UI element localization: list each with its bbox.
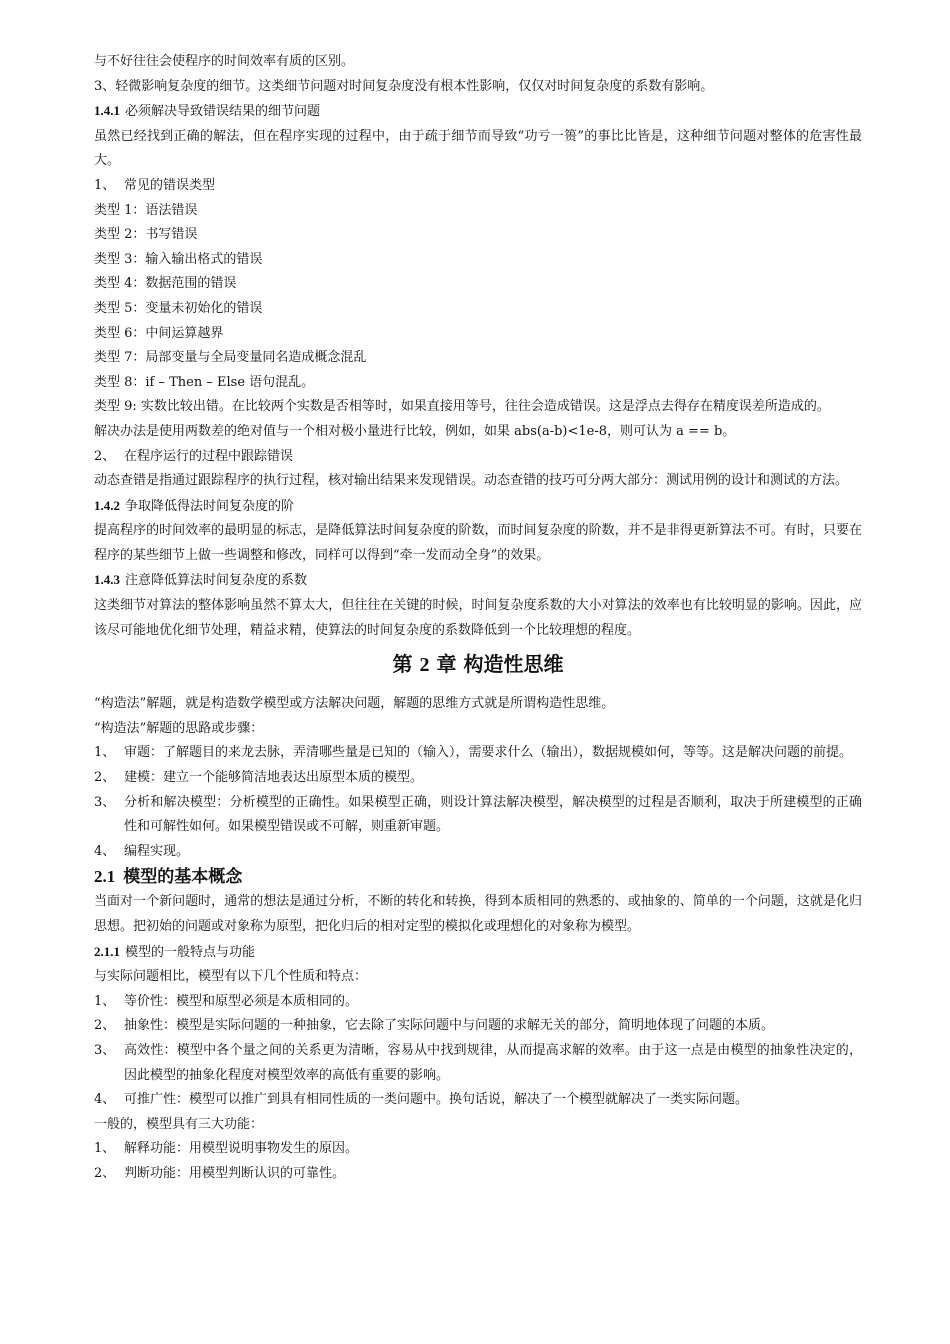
- function-item: [94, 1162, 862, 1187]
- item-number: 2、: [94, 1018, 116, 1034]
- paragraph: “构造法”解题的思路或步骤：: [94, 720, 264, 736]
- error-type-line: 类型 9: 实数比较出错。在比较两个实数是否相等时，如果直接用等号，往往会造成错误。这是浮点去得存在精度误差所造成的。: [94, 399, 830, 415]
- section-number: 1.4.3: [94, 572, 120, 588]
- step-item: [94, 741, 862, 766]
- error-type-line: 类型 8：if – Then – Else 语句混乱。: [94, 374, 315, 390]
- item-number: 1、: [94, 1141, 116, 1157]
- item-text: 审题：了解题目的来龙去脉，弄清哪些量是已知的（输入），需要求什么（输出），数据规模如何，等等。这是解决问题的前提。: [124, 745, 853, 761]
- chapter-number: 2: [419, 654, 430, 677]
- item-number: 1、: [94, 177, 116, 193]
- section-title: 争取降低得法时间复杂度的阶: [125, 498, 295, 514]
- section-heading-1-4-2: [94, 494, 862, 520]
- error-type-line: 类型 6：中间运算越界: [94, 325, 224, 341]
- paragraph: 提高程序的时间效率的最明显的标志，是降低算法时间复杂度的阶数，而时间复杂度的阶数，并不是非得更新算法不可。有时，只要在程序的某些细节上做一些调整和修改，同样可以得到“牵一发而动全身”的效果。: [94, 523, 862, 563]
- paragraph: 这类细节对算法的整体影响虽然不算太大，但往往在关键的时候，时间复杂度系数的大小对算法的效率也有比较明显的影响。因此，应该尽可能地优化细节处理，精益求精，使算法的时间复杂度的系数降低到一个比较理想的程度。: [94, 598, 862, 638]
- error-type-line: 类型 2：书写错误: [94, 227, 198, 243]
- item-number: 3、: [94, 794, 116, 810]
- section-heading-1-4-3: [94, 568, 862, 594]
- property-item: [94, 1088, 862, 1113]
- item-text: 判断功能：用模型判断认识的可靠性。: [124, 1165, 346, 1181]
- error-type-line: 类型 1：语法错误: [94, 202, 198, 218]
- paragraph: 当面对一个新问题时，通常的想法是通过分析，不断的转化和转换，得到本质相同的熟悉的、或抽象的、简单的一个问题，这就是化归思想。把初始的问题或对象称为原型，把化归后的相对定型的模拟化或理想化的对象称为模型。: [94, 894, 862, 934]
- paragraph: 与不好往往会使程序的时间效率有质的区别。: [94, 54, 355, 69]
- function-item: [94, 1137, 862, 1162]
- section-title: 模型的一般特点与功能: [125, 944, 256, 960]
- error-type-line: 类型 4：数据范围的错误: [94, 276, 237, 292]
- section-number: 1.4.1: [94, 103, 120, 119]
- paragraph: 动态查错是指通过跟踪程序的执行过程，核对输出结果来发现错误。动态查错的技巧可分两大部分：测试用例的设计和测试的方法。: [94, 473, 849, 489]
- item-text: 解释功能：用模型说明事物发生的原因。: [124, 1141, 359, 1157]
- paragraph: 与实际问题相比，模型有以下几个性质和特点：: [94, 969, 368, 985]
- paragraph: 3、轻微影响复杂度的细节。这类细节问题对时间复杂度没有根本性影响，仅仅对时间复杂度的系数有影响。: [94, 78, 714, 94]
- item-number: 3、: [94, 1042, 116, 1058]
- paragraph: 虽然已经找到正确的解法，但在程序实现的过程中，由于疏于细节而导致“功亏一篑”的事比比皆是，这种细节问题对整体的危害性最大。: [94, 128, 862, 169]
- item-number: 4、: [94, 843, 116, 859]
- item-text: 在程序运行的过程中跟踪错误: [124, 448, 294, 464]
- item-text: 分析和解决模型：分析模型的正确性。如果模型正确，则设计算法解决模型，解决模型的过程是否顺利，取决于所建模型的正确性和可解性如何。如果模型错误或不可解，则重新审题。: [124, 794, 862, 835]
- item-text: 可推广性：模型可以推广到具有相同性质的一类问题中。换句话说，解决了一个模型就解决了一类实际问题。: [124, 1092, 749, 1108]
- chapter-title: [94, 649, 862, 680]
- step-item: [94, 791, 862, 840]
- step-item: [94, 766, 862, 791]
- error-type-line: 类型 3：输入输出格式的错误: [94, 251, 263, 267]
- item-number: 2、: [94, 770, 116, 786]
- paragraph: 一般的，模型具有三大功能：: [94, 1116, 264, 1132]
- section-title: 模型的基本概念: [123, 867, 243, 888]
- item-number: 4、: [94, 1092, 116, 1108]
- step-item: [94, 840, 862, 865]
- solution-paragraph: 解决办法是使用两数差的绝对值与一个相对极小量进行比较，例如，如果 abs(a-b)<1e-8，则可认为 a == b。: [94, 423, 736, 439]
- section-number: 2.1.1: [94, 943, 120, 959]
- item-text: 编程实现。: [124, 843, 190, 859]
- property-item: [94, 1039, 862, 1088]
- section-heading-1-4-1: [94, 99, 862, 125]
- section-number: 2.1: [94, 867, 116, 887]
- section-title: 注意降低算法时间复杂度的系数: [125, 573, 308, 589]
- error-type-line: 类型 7：局部变量与全局变量同名造成概念混乱: [94, 350, 367, 366]
- section-heading-2-1-1: [94, 940, 862, 966]
- item-number: 2、: [94, 448, 116, 464]
- section-number: 1.4.2: [94, 497, 120, 513]
- item-text: 常见的错误类型: [124, 177, 216, 193]
- item-number: 1、: [94, 993, 116, 1009]
- document-page: [94, 50, 862, 1187]
- section-title: 必须解决导致错误结果的细节问题: [125, 104, 321, 120]
- chapter-prefix: 第: [392, 652, 413, 677]
- property-item: [94, 1014, 862, 1039]
- paragraph: “构造法”解题，就是构造数学模型或方法解决问题，解题的思维方式就是所谓构造性思维。: [94, 696, 615, 712]
- error-type-line: 类型 5：变量未初始化的错误: [94, 300, 263, 316]
- item-text: 抽象性：模型是实际问题的一种抽象，它去除了实际问题中与问题的求解无关的部分，简明地体现了问题的本质。: [124, 1018, 775, 1034]
- item-number: 1、: [94, 745, 116, 761]
- item-text: 高效性：模型中各个量之间的关系更为清晰，容易从中找到规律，从而提高求解的效率。由于这一点是由模型的抽象性决定的，因此模型的抽象化程度对模型效率的高低有重要的影响。: [124, 1042, 862, 1083]
- item-text: 建模：建立一个能够简洁地表达出原型本质的模型。: [124, 770, 424, 786]
- chapter-name: 章 构造性思维: [436, 652, 564, 677]
- section-heading-2-1: [94, 864, 862, 890]
- numbered-item: [94, 174, 862, 199]
- item-number: 2、: [94, 1165, 116, 1181]
- numbered-item: [94, 445, 862, 470]
- property-item: [94, 990, 862, 1015]
- item-text: 等价性：模型和原型必须是本质相同的。: [124, 993, 359, 1009]
